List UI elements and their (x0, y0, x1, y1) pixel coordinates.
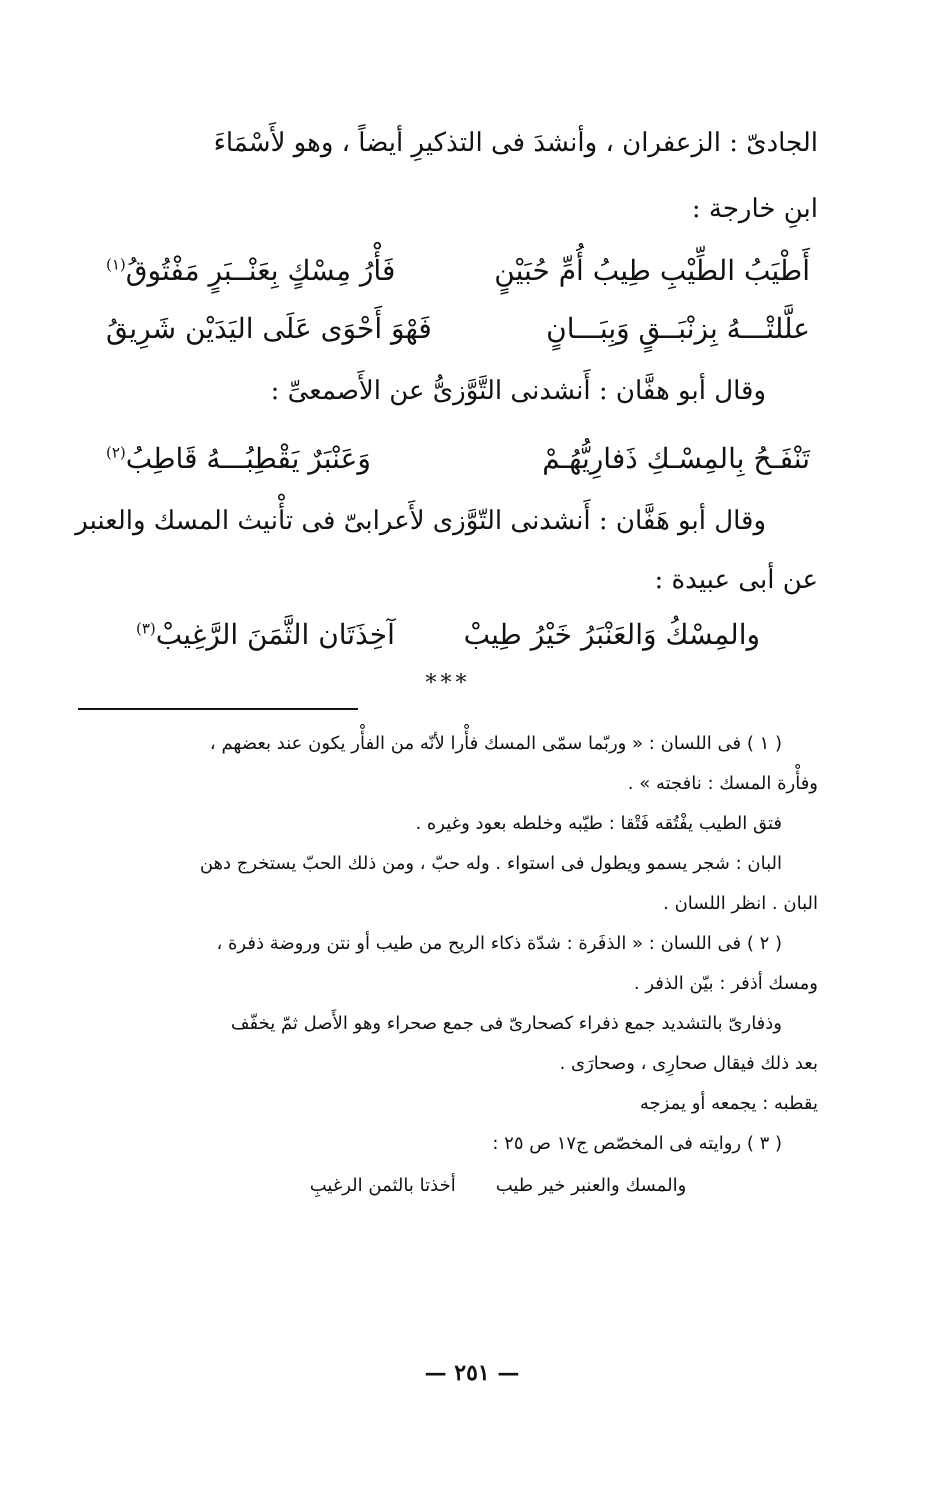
intro-line-2: ابنِ خارجة : (691, 194, 818, 224)
verse-4-second-text: آخِذَتَان الثَّمَنَ الرَّغِيبْ (155, 618, 395, 651)
narration-2-line-1: وقال أبو هَفَّان : أَنشدنى التّوَّزى لأَعرابىّ فى تأْنيث المسك والعنبر (75, 506, 766, 536)
book-page (75, 110, 818, 1410)
footnote-1-line-1: ( ١ ) فى اللسان : « وربّما سمّى المسك فأْرا لأنّه من الفأْر يكون عند بعضهم ، (209, 733, 782, 754)
footnote-1-fatq: فتق الطيب يفْتُقه فَتْقا : طيّبه وخلطه بعود وغيره . (415, 813, 782, 834)
verse-2-first-hemistich: علَّلتْـــهُ بِزنْبَــقٍ وَبِبَـــانٍ (546, 312, 810, 345)
verse-3 (78, 430, 818, 488)
section-separator-stars: *** (425, 671, 471, 696)
verse-4 (78, 606, 818, 664)
page-number: — ٢٥١ — (424, 1360, 520, 1386)
intro-line-1: الجادىّ : الزعفران ، وأنشدَ فى التذكيرِ أيضاً ، وهو لأَسْمَاءَ (213, 128, 818, 158)
footnote-ref-2: (٢) (106, 443, 126, 462)
footnote-3-verse (78, 1164, 818, 1210)
footnote-3-verse-first: والمسك والعنبر خير طيب (495, 1175, 687, 1196)
verse-1-second-hemistich (106, 242, 395, 300)
verse-4-first-hemistich: والمِسْكُ وَالعَنْبَرُ خَيْرُ طِيبْ (463, 618, 760, 651)
verse-3-first-hemistich: تَنْفَـحُ بِالمِسْـكِ ذَفارِيُّهُـمْ (542, 442, 810, 475)
footnote-2-yaqtibuhu: يقطبه : يجمعه أو يمزجه (639, 1093, 818, 1114)
footnote-rule (78, 708, 358, 710)
footnote-ref-1: (١) (106, 255, 126, 274)
verse-1-first-hemistich (494, 242, 810, 300)
footnote-2-dhafari-line-2: بعد ذلك فيقال صحارِى ، وصحارَى . (559, 1053, 818, 1074)
footnote-3-verse-second: أخذتا بالثمن الرغيبِ (309, 1175, 456, 1196)
footnote-1-ban-line-1: البان : شجر يسمو ويطول فى استواء . وله حبّ ، ومن ذلك الحبّ يستخرج دهن (199, 853, 782, 874)
footnote-3-line: ( ٣ ) روايته فى المخصّص ج١٧ ص ٢٥ : (492, 1133, 782, 1154)
verse-2 (78, 300, 818, 358)
narration-2-line-2: عن أبى عبيدة : (654, 565, 818, 595)
narration-1: وقال أبو هفَّان : أَنشدنى التَّوَّزىُّ عن الأَصمعىِّ : (270, 376, 766, 406)
verse-1 (78, 242, 818, 300)
verse-2-second-hemistich: فَهْوَ أَحْوَى عَلَى اليَدَيْن شَرِيقُ (106, 312, 432, 345)
footnote-2-line-1: ( ٢ ) فى اللسان : « الذفَرة : شدّة ذكاء الريح من طيب أو نتن وروضة ذفرة ، (216, 933, 782, 954)
verse-3-second-text: وَعَنْبَرٌ يَقْطِبُـــهُ قَاطِبُ (125, 442, 371, 475)
verse-1-second-text: فَأْرُ مِسْكٍ بِعَنْــبَرٍ مَفْتُوقُ (125, 254, 396, 287)
footnote-2-dhafari-line-1: وذفارىّ بالتشديد جمع ذفراء كصحارىّ فى جمع صحراء وهو الأَصل ثمّ يخفّف (230, 1013, 782, 1034)
verse-4-second-hemistich (136, 606, 395, 664)
footnote-2-line-2: ومسك أذفر : بيّن الذفر . (633, 973, 818, 994)
footnote-ref-3: (٣) (136, 619, 156, 638)
footnote-1-ban-line-2: البان . انظر اللسان . (663, 893, 818, 914)
verse-3-second-hemistich (106, 430, 371, 488)
footnotes (78, 724, 818, 1210)
footnote-1-line-2: وفأْرة المسك : نافجته » . (627, 773, 818, 794)
verse-1-first-text: أَطْيَبُ الطِّيْبِ طِيبُ أُمِّ حُبَيْنٍ (494, 254, 810, 287)
